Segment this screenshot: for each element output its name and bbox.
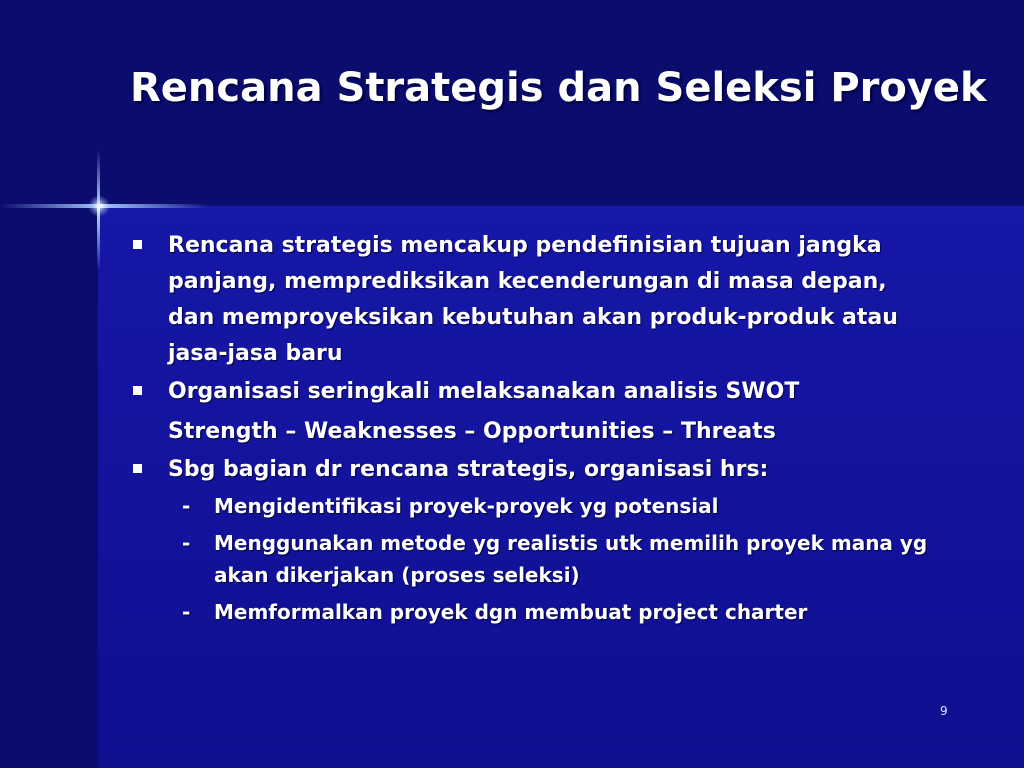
sub-bullet-text: Memformalkan proyek dgn membuat project charter bbox=[214, 600, 808, 624]
bullet-list bbox=[130, 228, 930, 633]
sub-bullet-text: Menggunakan metode yg realistis utk memilih proyek mana yg akan dikerjakan (proses seleksi) bbox=[214, 531, 928, 587]
swot-text: Strength – Weaknesses – Opportunities – Threats bbox=[168, 419, 776, 444]
left-band bbox=[0, 206, 98, 768]
swot-line bbox=[130, 414, 930, 450]
dash-bullet-icon: - bbox=[182, 600, 191, 624]
light-flare-glow bbox=[88, 196, 110, 216]
square-bullet-icon bbox=[133, 240, 142, 249]
bullet-text: Organisasi seringkali melaksanakan analisis SWOT bbox=[168, 379, 800, 404]
bullet-item bbox=[130, 452, 930, 488]
dash-bullet-icon: - bbox=[182, 531, 191, 555]
square-bullet-icon bbox=[133, 386, 142, 395]
dash-bullet-icon: - bbox=[182, 494, 191, 518]
slide-title: Rencana Strategis dan Seleksi Proyek bbox=[130, 65, 987, 111]
bullet-item bbox=[130, 374, 930, 410]
sub-bullet-item bbox=[130, 527, 930, 591]
page-number: 9 bbox=[940, 704, 948, 718]
bullet-text: Sbg bagian dr rencana strategis, organisasi hrs: bbox=[168, 457, 769, 482]
square-bullet-icon bbox=[133, 464, 142, 473]
sub-bullet-item bbox=[130, 490, 930, 522]
sub-bullet-text: Mengidentifikasi proyek-proyek yg potensial bbox=[214, 494, 719, 518]
sub-bullet-item bbox=[130, 596, 930, 628]
bullet-text: Rencana strategis mencakup pendefinisian tujuan jangka panjang, memprediksikan kecenderungan di masa depan, dan memproyeksikan kebutuhan akan produk-produk atau jasa-jasa baru bbox=[168, 233, 898, 366]
bullet-item bbox=[130, 228, 930, 372]
